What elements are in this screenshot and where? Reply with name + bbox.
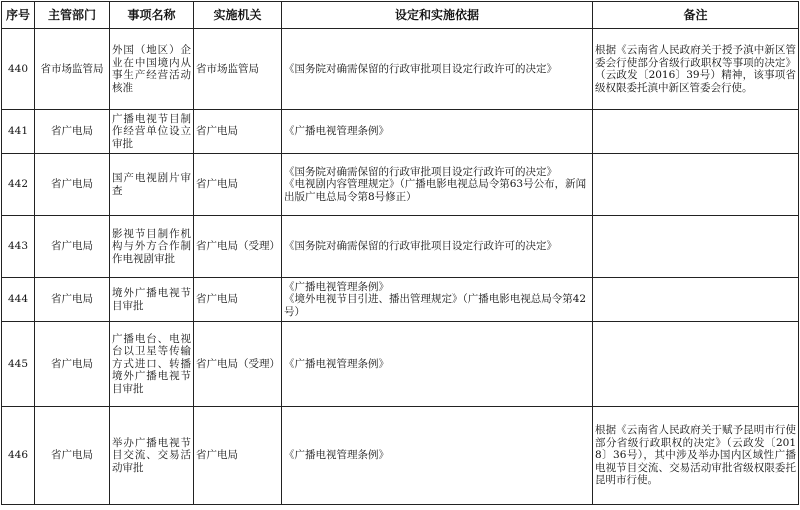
- row-num: 442: [2, 154, 35, 216]
- basis-line: 《广播电视管理条例》: [284, 449, 389, 462]
- basis-line: 《国务院对确需保留的行政审批项目设定行政许可的决定》: [284, 240, 557, 253]
- row-dept: 省市场监管局: [35, 29, 110, 110]
- row-agency: 省广电局: [194, 154, 282, 216]
- row-dept: 省广电局: [35, 154, 110, 216]
- row-basis: [282, 216, 593, 278]
- basis-line: 《境外电视节目引进、播出管理规定》（广播电影电视总局令第42号）: [284, 293, 587, 318]
- row-dept: 省广电局: [35, 110, 110, 154]
- basis-line: 《国务院对确需保留的行政审批项目设定行政许可的决定》: [284, 62, 557, 75]
- row-agency: 省广电局（受理）: [194, 216, 282, 278]
- row-note: 根据《云南省人民政府关于授予滇中新区管委会行使部分省级行政职权等事项的决定》（云政发〔2016〕39号）精神，该事项省级权限委托滇中新区管委会行使。: [593, 29, 799, 110]
- row-dept: 省广电局: [35, 407, 110, 505]
- row-item: 境外广播电视节目审批: [110, 278, 194, 322]
- row-note: [593, 216, 799, 278]
- row-basis: [282, 278, 593, 322]
- table-row: [2, 322, 799, 407]
- row-agency: 省广电局: [194, 110, 282, 154]
- row-item: 外国（地区）企业在中国境内从事生产经营活动核准: [110, 29, 194, 110]
- header-num: 序号: [2, 2, 35, 29]
- row-agency: 省市场监管局: [194, 29, 282, 110]
- row-item: 广播电视节目制作经营单位设立审批: [110, 110, 194, 154]
- approval-items-table: [1, 1, 799, 505]
- row-num: 443: [2, 216, 35, 278]
- row-note: [593, 154, 799, 216]
- header-note: 备注: [593, 2, 799, 29]
- row-item: 国产电视剧片审查: [110, 154, 194, 216]
- row-dept: 省广电局: [35, 278, 110, 322]
- row-agency: 省广电局: [194, 278, 282, 322]
- basis-line: 《广播电视管理条例》: [284, 125, 389, 138]
- row-item: 广播电台、电视台以卫星等传输方式进口、转播境外广播电视节目审批: [110, 322, 194, 407]
- row-item: 影视节目制作机构与外方合作制作电视剧审批: [110, 216, 194, 278]
- table-row: [2, 29, 799, 110]
- row-basis: [282, 154, 593, 216]
- row-basis: [282, 407, 593, 505]
- header-agency: 实施机关: [194, 2, 282, 29]
- row-num: 440: [2, 29, 35, 110]
- table-row: [2, 278, 799, 322]
- table-row: [2, 216, 799, 278]
- row-note: [593, 110, 799, 154]
- row-item: 举办广播电视节目交流、交易活动审批: [110, 407, 194, 505]
- row-num: 441: [2, 110, 35, 154]
- row-agency: 省广电局: [194, 407, 282, 505]
- table-row: [2, 407, 799, 505]
- row-basis: [282, 110, 593, 154]
- row-note: [593, 322, 799, 407]
- row-dept: 省广电局: [35, 216, 110, 278]
- basis-line: 《电视剧内容管理规定》（广播电影电视总局令第63号公布，新闻出版广电总局令第8号修正）: [284, 178, 587, 203]
- row-agency: 省广电局（受理）: [194, 322, 282, 407]
- row-basis: [282, 322, 593, 407]
- table-row: [2, 110, 799, 154]
- row-num: 444: [2, 278, 35, 322]
- table-row: [2, 154, 799, 216]
- row-basis: [282, 29, 593, 110]
- header-basis: 设定和实施依据: [282, 2, 593, 29]
- basis-line: 《国务院对确需保留的行政审批项目设定行政许可的决定》: [284, 165, 557, 178]
- header-item: 事项名称: [110, 2, 194, 29]
- basis-line: 《广播电视管理条例》: [284, 280, 389, 293]
- row-note: 根据《云南省人民政府关于赋予昆明市行使部分省级行政职权的决定》（云政发〔2018〕36号），其中涉及举办国内区域性广播电视节目交流、交易活动审批省级权限委托昆明市行使。: [593, 407, 799, 505]
- row-dept: 省广电局: [35, 322, 110, 407]
- row-num: 446: [2, 407, 35, 505]
- row-num: 445: [2, 322, 35, 407]
- table-header-row: [2, 2, 799, 29]
- basis-line: 《广播电视管理条例》: [284, 357, 389, 370]
- header-dept: 主管部门: [35, 2, 110, 29]
- row-note: [593, 278, 799, 322]
